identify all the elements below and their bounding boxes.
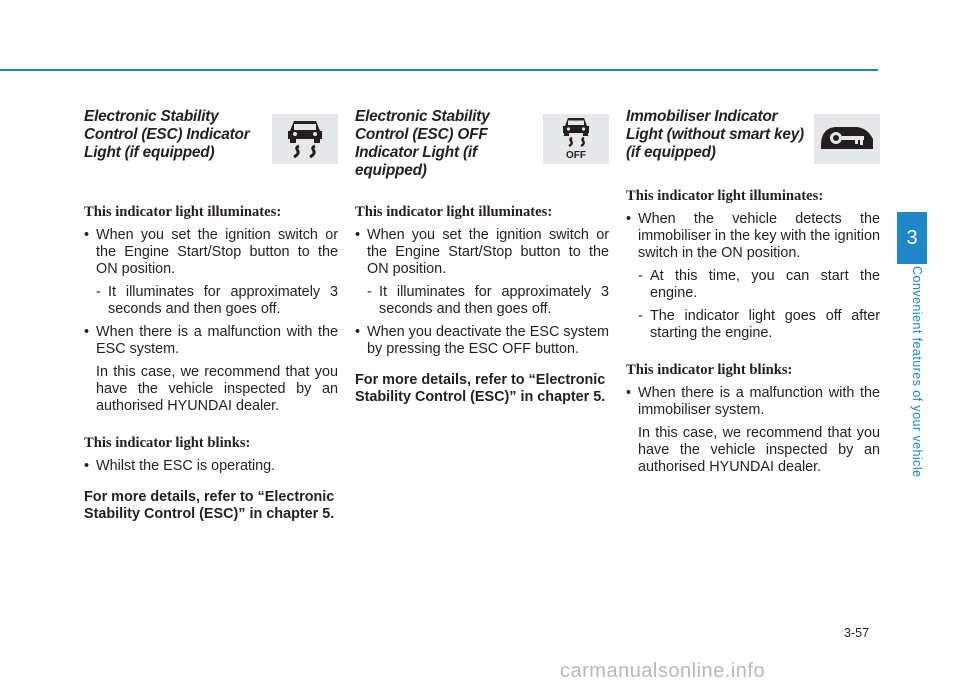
list-item: - At this time, you can start the engine. xyxy=(638,268,880,301)
chapter-title: Convenient features of your vehicle xyxy=(910,266,924,478)
off-label: OFF xyxy=(566,150,586,161)
list-item-text: The indicator light goes off after starting the engine. xyxy=(650,308,880,341)
subheading: This indicator light illuminates: xyxy=(626,188,824,204)
section-header xyxy=(626,108,880,188)
list-item: • When you set the ignition switch or the Engine Start/Stop button to the ON position. xyxy=(84,227,338,278)
page-number: 3-57 xyxy=(844,626,870,640)
section-title: Electronic Stability Control (ESC) Indicator Light (if equipped) xyxy=(84,108,250,161)
list-item: • When the vehicle detects the immobiliser in the key with the ignition switch in the ON position. xyxy=(626,211,880,262)
section-header xyxy=(84,108,338,204)
reference-note: For more details, refer to “Electronic Stability Control (ESC)” in chapter 5. xyxy=(355,372,606,405)
list-item: • When there is a malfunction with the immobiliser system. xyxy=(626,385,880,419)
list-item: In this case, we recommend that you have the vehicle inspected by an authorised HYUNDAI dealer. xyxy=(638,425,880,475)
chapter-tab: 3 xyxy=(897,212,927,264)
list-item: • When you deactivate the ESC system by pressing the ESC OFF button. xyxy=(355,324,609,358)
subheading: This indicator light illuminates: xyxy=(84,204,282,220)
list-item-text: It illuminates for approximately 3 seconds and then goes off. xyxy=(108,284,338,317)
top-rule xyxy=(0,69,878,71)
watermark: carmanualsonline.info xyxy=(560,660,766,682)
list-item: - The indicator light goes off after starting the engine. xyxy=(638,308,880,341)
list-item-text: It illuminates for approximately 3 seconds and then goes off. xyxy=(379,284,609,317)
list-item: • Whilst the ESC is operating. xyxy=(84,458,338,475)
subheading: This indicator light blinks: xyxy=(84,435,251,451)
list-item: • When there is a malfunction with the ESC system. xyxy=(84,324,338,358)
section-title: Immobiliser Indicator Light (without smart key) (if equipped) xyxy=(626,108,804,161)
list-item: - It illuminates for approximately 3 seconds and then goes off. xyxy=(96,284,338,317)
list-item: - It illuminates for approximately 3 seconds and then goes off. xyxy=(367,284,609,317)
list-item: • When you set the ignition switch or the Engine Start/Stop button to the ON position. xyxy=(355,227,609,278)
column-esc-off-indicator xyxy=(355,108,609,406)
subheading: This indicator light illuminates: xyxy=(355,204,553,220)
list-item-text: At this time, you can start the engine. xyxy=(650,268,880,301)
subheading: This indicator light blinks: xyxy=(626,362,793,378)
immobiliser-indicator-icon xyxy=(814,114,880,164)
section-header xyxy=(355,108,609,204)
column-immobiliser-indicator xyxy=(626,108,880,482)
list-item: In this case, we recommend that you have the vehicle inspected by an authorised HYUNDAI dealer. xyxy=(96,364,338,414)
column-esc-indicator xyxy=(84,108,338,523)
section-title: Electronic Stability Control (ESC) OFF Indicator Light (if equipped) xyxy=(355,108,490,179)
reference-note: For more details, refer to “Electronic Stability Control (ESC)” in chapter 5. xyxy=(84,489,335,522)
esc-off-indicator-icon xyxy=(543,114,609,164)
esc-indicator-icon xyxy=(272,114,338,164)
